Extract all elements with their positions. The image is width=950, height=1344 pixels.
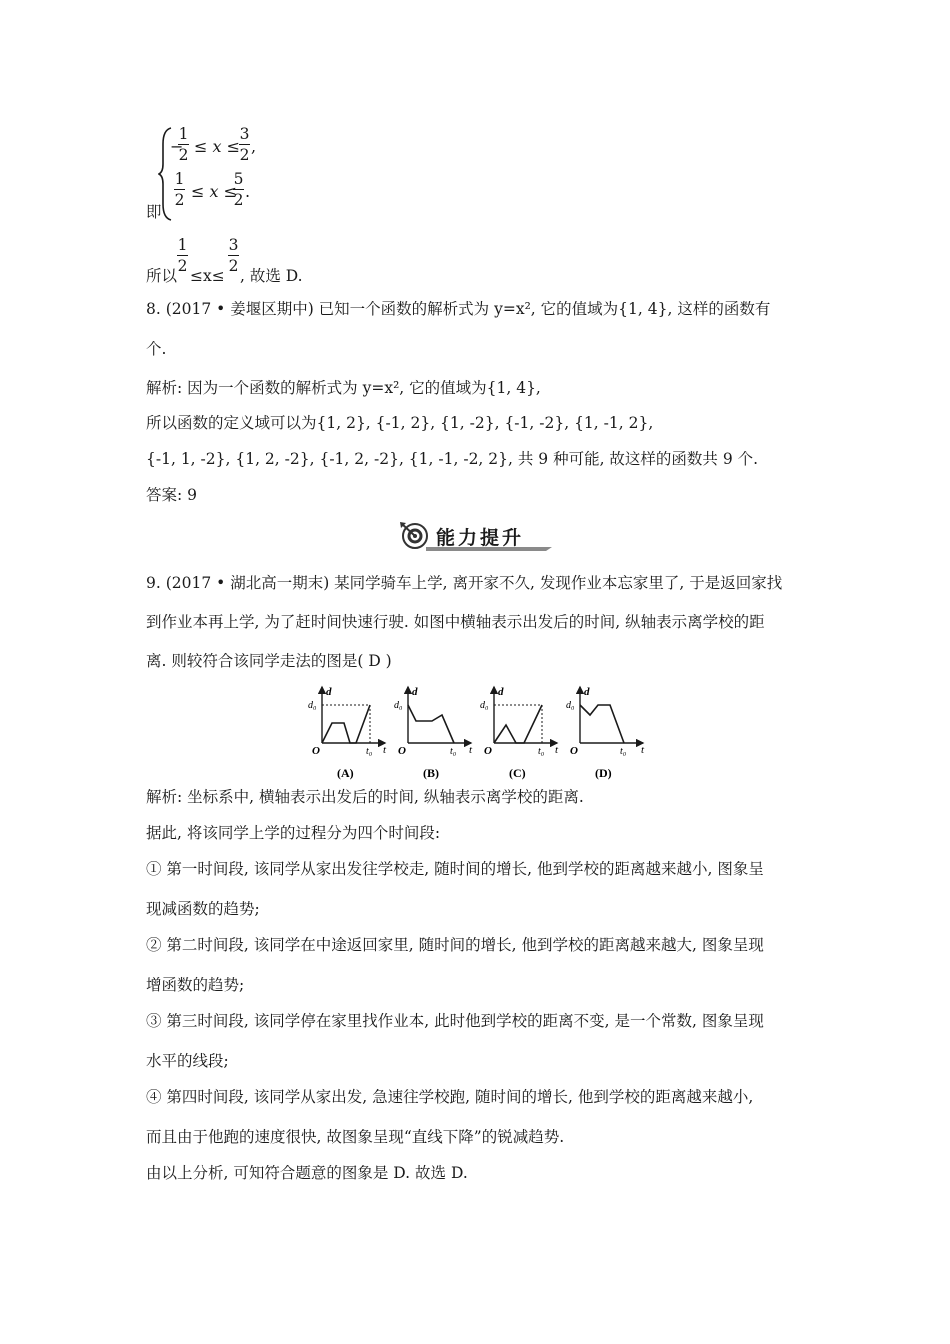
svg-text:t: t [641,744,645,756]
svg-text:d₀: d₀ [394,700,403,711]
svg-text:d: d [584,686,590,698]
svg-text:d: d [326,686,332,698]
q8-stem-line2: 个. [146,340,167,358]
q9-analysis-line3: ① 第一时间段, 该同学从家出发往学校走, 随时间的增长, 他到学校的距离越来越小, 图象呈 [146,860,764,878]
q9-analysis-line5: ② 第二时间段, 该同学在中途返回家里, 随时间的增长, 他到学校的距离越来越大, 图象呈现 [146,936,764,954]
graph-a [308,686,387,780]
fraction: 1 2 [177,236,188,275]
svg-text:t: t [383,744,387,756]
q8-analysis-line1: 解析: 因为一个函数的解析式为 y=x², 它的值域为{1, 4}, [146,379,541,397]
q9-stem-line2: 到作业本再上学, 为了赶时间快速行驶. 如图中横轴表示出发后的时间, 纵轴表示离学校的距 [146,613,765,631]
graph-c-label: (C) [509,766,526,780]
svg-text:t₀: t₀ [620,746,627,757]
q9-analysis-line8: 水平的线段; [146,1052,229,1070]
q9-analysis-line7: ③ 第三时间段, 该同学停在家里找作业本, 此时他到学校的距离不变, 是一个常数, 图象呈现 [146,1012,764,1030]
graph-c [480,686,559,780]
q9-analysis-line10: 而且由于他跑的速度很快, 故图象呈现“直线下降”的锐减趋势. [146,1128,565,1146]
section-banner [398,520,552,552]
graph-b-label: (B) [423,766,439,780]
fraction: 1 2 [178,125,189,164]
svg-text:d₀: d₀ [480,700,489,711]
q9-analysis-line1: 解析: 坐标系中, 横轴表示出发后的时间, 纵轴表示离学校的距离. [146,788,584,806]
svg-text:t: t [555,744,559,756]
q9-analysis-line2: 据此, 将该同学上学的过程分为四个时间段: [146,824,441,842]
fraction: 5 2 [233,170,244,209]
svg-text:d: d [498,686,504,698]
svg-text:t₀: t₀ [538,746,545,757]
svg-text:d₀: d₀ [566,700,575,711]
svg-text:t₀: t₀ [366,746,373,757]
inequality-middle: ≤ x ≤ [191,182,238,201]
svg-text:d₀: d₀ [308,700,317,711]
inequality-middle: ≤ x ≤ [194,137,241,156]
svg-text:O: O [484,745,492,757]
document-page: 即 − 1 2 ≤ x ≤ 3 2 , 1 2 ≤ x ≤ 5 2 . 所以 1 2 ≤x≤ 3 2 , 故选 D. 8. (2017 • 姜堰区期中) 已知一个函数的解析式为 y=x², 它的值域为{1, 4}, 这样的函数有 个. 解析: 因为一个函数的解析式为 y=x², 它的值域为{1, 4}, 所以函数的定义域可以为{1, 2}, {-1, 2}, {1, -2}, {-1, -2}, {1, -1, 2}, {-1, 1, -2}, {1, 2, -2}, {-1, 2, -2}, {1, -1, -2, 2}, 共 9 种可能, 故这样的函数共 9 个. 答案: 9 能力提升 9. (2017 • 湖北高一期末) 某同学骑车上学, 离开家不久, 发现作业本忘家里了, 于是返回家找 到作业本再上学, 为了赶时间快速行驶. 如图中横轴表示出发后的时间, 纵轴表示离学校的距 离. 则较符合该同学走法的图是( D ) d d₀ O t₀ t (A) d d₀ O t₀ t (B) d d₀ O t₀ t (C) d d₀ O t₀ t (D) 解析: 坐标系中, 横轴表示出发后的时间, 纵轴表示离学校的距离. 据此, 将该同学上学的过程分为四个时间段: ① 第一时间段, 该同学从家出发往学校走, 随时间的增长, 他到学校的距离越来越小, 图象呈 现减函数的趋势; ② 第二时间段, 该同学在中途返回家里, 随时间的增长, 他到学校的距离越来越大, 图象呈现 增函数的趋势; ③ 第三时间段, 该同学停在家里找作业本, 此时他到学校的距离不变, 是一个常数, 图象呈现 水平的线段; ④ 第四时间段, 该同学从家出发, 急速往学校跑, 随时间的增长, 他到学校的距离越来越小, 而且由于他跑的速度很快, 故图象呈现“直线下降”的锐减趋势. 由以上分析, 可知符合题意的图象是 D. 故选 D. [146,125,783,1182]
q8-stem-line1: 8. (2017 • 姜堰区期中) 已知一个函数的解析式为 y=x², 它的值域为{1, 4}, 这样的函数有 [146,300,771,318]
svg-text:O: O [570,745,578,757]
answer-graphs [300,683,650,783]
svg-text:d: d [412,686,418,698]
svg-text:t: t [469,744,473,756]
graph-d-label: (D) [595,766,612,780]
q9-stem-line1: 9. (2017 • 湖北高一期末) 某同学骑车上学, 离开家不久, 发现作业本忘家里了, 于是返回家找 [146,574,783,592]
fraction: 3 2 [228,236,239,275]
graph-d [566,686,645,780]
graph-a-label: (A) [337,766,354,780]
svg-text:t₀: t₀ [450,746,457,757]
target-icon [398,520,432,552]
q9-stem-line3: 离. 则较符合该同学走法的图是( D ) [146,652,392,670]
q8-answer: 答案: 9 [146,486,198,504]
banner-title: 能力提升 [436,527,525,549]
q8-analysis-line3: {-1, 1, -2}, {1, 2, -2}, {-1, 2, -2}, {1, -1, -2, 2}, 共 9 种可能, 故这样的函数共 9 个. [146,450,759,468]
fraction: 1 2 [174,170,185,209]
svg-text:O: O [398,745,406,757]
q9-analysis-line11: 由以上分析, 可知符合题意的图象是 D. 故选 D. [146,1164,468,1182]
q9-analysis-line6: 增函数的趋势; [146,976,245,994]
q9-analysis-line4: 现减函数的趋势; [146,900,260,918]
minus-sign: − [170,137,184,156]
fraction: 3 2 [239,125,250,164]
svg-text:O: O [312,745,320,757]
q8-analysis-line2: 所以函数的定义域可以为{1, 2}, {-1, 2}, {1, -2}, {-1, -2}, {1, -1, 2}, [146,414,654,432]
q9-analysis-line9: ④ 第四时间段, 该同学从家出发, 急速往学校跑, 随时间的增长, 他到学校的距离越来越小, [146,1088,754,1106]
graph-b [394,686,473,780]
ji-label: 即 [146,203,162,221]
